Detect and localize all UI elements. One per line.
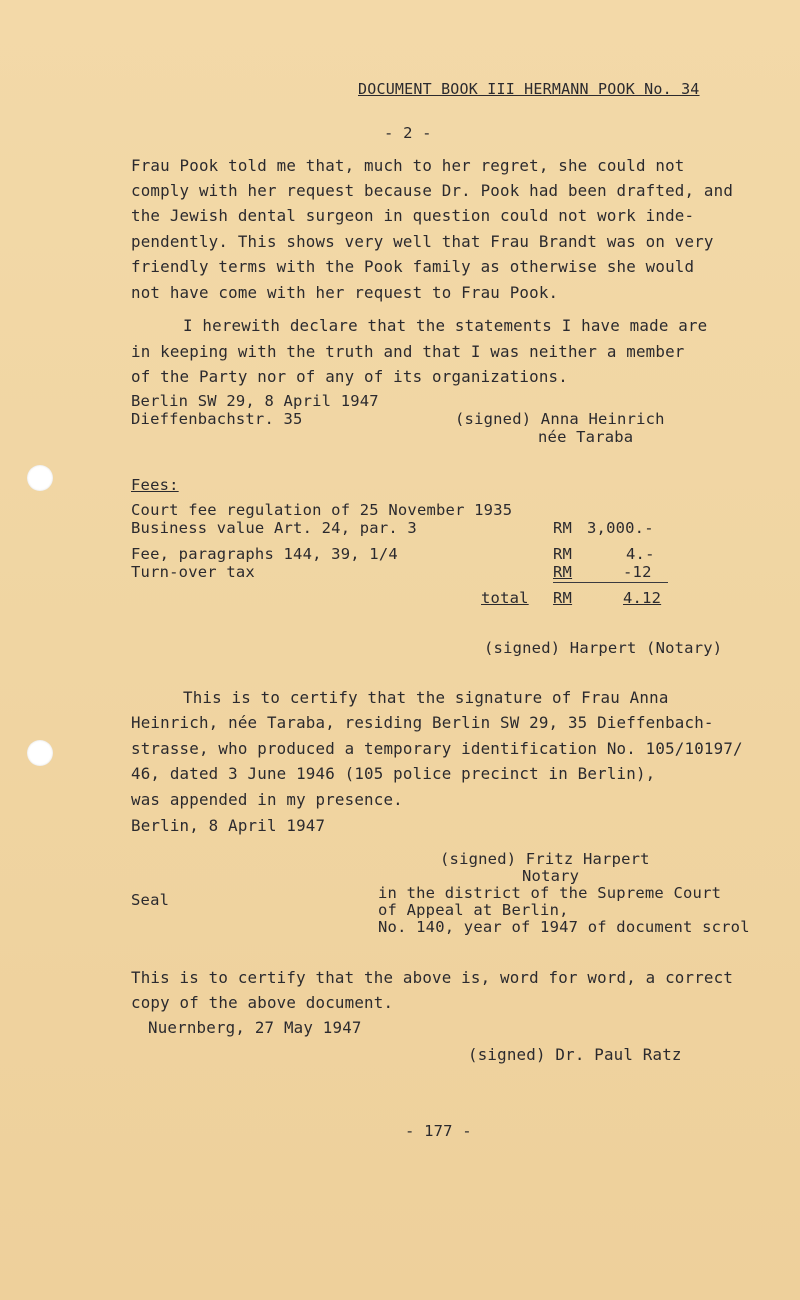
place-date: Berlin SW 29, 8 April 1947: [131, 392, 379, 410]
fee-row-label: Court fee regulation of 25 November 1935: [131, 501, 513, 519]
fee-row-amount: -12: [623, 563, 652, 581]
fee-rule: [553, 582, 668, 583]
certification-line: Heinrich, née Taraba, residing Berlin SW 29, 35 Dieffenbach-: [131, 713, 714, 732]
paragraph-line: the Jewish dental surgeon in question could not work inde-: [131, 206, 695, 225]
paragraph-line: Frau Pook told me that, much to her regret, she could not: [131, 156, 685, 175]
notary-block-line: No. 140, year of 1947 of document scrol: [378, 918, 750, 936]
fee-row-currency: RM: [553, 519, 573, 537]
place-date: Berlin, 8 April 1947: [131, 816, 326, 835]
signature-maiden-name: née Taraba: [538, 428, 634, 446]
signature-anna-heinrich: (signed) Anna Heinrich: [455, 410, 665, 428]
address: Dieffenbachstr. 35: [131, 410, 303, 428]
document-reference: DOCUMENT BOOK III HERMANN POOK No. 34: [358, 80, 700, 98]
fee-total-currency: RM: [553, 589, 573, 607]
punch-hole: [27, 740, 53, 766]
fee-row-currency: RM: [553, 563, 573, 581]
fee-row-currency: RM: [553, 545, 573, 563]
punch-hole: [27, 465, 53, 491]
paragraph-line: comply with her request because Dr. Pook had been drafted, and: [131, 181, 734, 200]
paragraph-line: friendly terms with the Pook family as otherwise she would: [131, 257, 695, 276]
notary-block-line: (signed) Fritz Harpert: [440, 850, 650, 868]
certification-line: strasse, who produced a temporary identification No. 105/10197/: [131, 739, 743, 758]
certification-line: was appended in my presence.: [131, 790, 403, 809]
paragraph-line: not have come with her request to Frau Pook.: [131, 283, 559, 302]
fee-total-amount: 4.12: [623, 589, 662, 607]
fee-total-label: total: [481, 589, 529, 607]
certification-line: 46, dated 3 June 1946 (105 police precinct in Berlin),: [131, 764, 656, 783]
final-signature: (signed) Dr. Paul Ratz: [468, 1045, 682, 1064]
fee-row-label: Turn-over tax: [131, 563, 255, 581]
notary-signature: (signed) Harpert (Notary): [484, 639, 723, 657]
notary-block-line: Notary: [522, 867, 580, 885]
notary-block-line: in the district of the Supreme Court: [378, 884, 722, 902]
page-number: - 177 -: [405, 1122, 472, 1140]
paragraph-line: in keeping with the truth and that I was neither a member: [131, 342, 685, 361]
paragraph-line: of the Party nor of any of its organizations.: [131, 367, 568, 386]
paragraph-line: pendently. This shows very well that Frau Brandt was on very: [131, 232, 714, 251]
fees-heading: Fees:: [131, 476, 179, 494]
copy-certification-line: copy of the above document.: [131, 993, 394, 1012]
fee-row-amount: 4.-: [626, 545, 655, 563]
seal-label: Seal: [131, 891, 170, 909]
fee-row-label: Business value Art. 24, par. 3: [131, 519, 417, 537]
notary-block-line: of Appeal at Berlin,: [378, 901, 569, 919]
fee-row-label: Fee, paragraphs 144, 39, 1/4: [131, 545, 398, 563]
fee-row-amount: 3,000.-: [587, 519, 654, 537]
certification-line: This is to certify that the signature of Frau Anna: [183, 688, 669, 707]
copy-certification-line: This is to certify that the above is, word for word, a correct: [131, 968, 734, 987]
paragraph-line: I herewith declare that the statements I have made are: [183, 316, 708, 335]
page-marker: - 2 -: [384, 124, 432, 142]
place-date: Nuernberg, 27 May 1947: [148, 1018, 362, 1037]
